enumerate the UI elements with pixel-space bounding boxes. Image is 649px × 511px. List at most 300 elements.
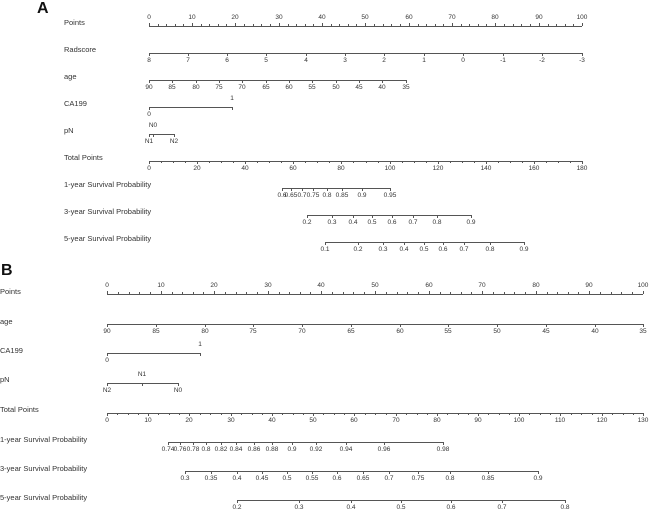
minor-tick — [397, 292, 398, 294]
tick-label: 10 — [144, 417, 152, 424]
tick-label: 20 — [193, 165, 201, 172]
tick-label: 90 — [585, 282, 593, 289]
tick-label: 90 — [535, 14, 543, 21]
row-label-1-year-survival-probability: 1-year Survival Probability — [0, 435, 88, 444]
major-tick — [595, 324, 596, 327]
minor-tick — [118, 292, 119, 294]
major-tick — [254, 442, 255, 445]
major-tick — [227, 53, 228, 56]
minor-tick — [331, 24, 332, 26]
major-tick — [231, 413, 232, 416]
minor-tick — [241, 413, 242, 415]
minor-tick — [221, 161, 222, 163]
axis-line-points — [149, 26, 582, 27]
major-tick — [235, 23, 236, 26]
major-tick — [560, 413, 561, 416]
minor-tick — [499, 413, 500, 415]
major-tick — [196, 80, 197, 83]
tick-label: 50 — [309, 417, 317, 424]
row-label-3-year-survival-probability: 3-year Survival Probability — [0, 464, 88, 473]
major-tick — [148, 413, 149, 416]
row-label-5-year-survival-probability: 5-year Survival Probability — [64, 234, 152, 243]
minor-tick — [611, 292, 612, 294]
major-tick — [192, 23, 193, 26]
major-tick — [382, 80, 383, 83]
row-label-pn: pN — [64, 126, 74, 135]
tick-label: 0.7 — [459, 246, 469, 253]
minor-tick — [468, 413, 469, 415]
tick-label: 40 — [317, 282, 325, 289]
tick-label: 50 — [493, 328, 501, 335]
minor-tick — [364, 292, 365, 294]
major-tick — [490, 242, 491, 245]
row-label-radscore: Radscore — [64, 45, 97, 54]
axis-line-1-year-survival-probability — [168, 442, 443, 443]
major-tick — [643, 324, 644, 327]
axis-line-1-year-survival-probability — [282, 188, 390, 189]
major-tick — [172, 80, 173, 83]
minor-tick — [504, 24, 505, 26]
minor-tick — [632, 292, 633, 294]
major-tick — [219, 80, 220, 83]
major-tick — [358, 242, 359, 245]
minor-tick — [557, 292, 558, 294]
minor-tick — [210, 413, 211, 415]
minor-tick — [293, 413, 294, 415]
minor-tick — [391, 24, 392, 26]
minor-tick — [565, 24, 566, 26]
tick-label: 160 — [528, 165, 540, 172]
tick-label: 65 — [347, 328, 355, 335]
major-tick — [337, 471, 338, 474]
major-tick — [464, 242, 465, 245]
tick-label: 70 — [298, 328, 306, 335]
major-tick — [142, 383, 143, 386]
minor-tick — [486, 24, 487, 26]
tick-label: 100 — [513, 417, 525, 424]
major-tick — [536, 291, 537, 294]
major-tick — [519, 413, 520, 416]
major-tick — [272, 442, 273, 445]
tick-label: 0.7 — [297, 192, 307, 199]
major-tick — [383, 242, 384, 245]
tick-label: 50 — [332, 84, 340, 91]
tick-label: 140 — [480, 165, 492, 172]
major-tick — [253, 324, 254, 327]
tick-label: 0.86 — [247, 446, 261, 453]
tick-label: 100 — [637, 282, 649, 289]
major-tick — [389, 471, 390, 474]
tick-label: 0.92 — [309, 446, 323, 453]
tick-label: 6 — [225, 57, 229, 64]
tick-label: 90 — [474, 417, 482, 424]
tick-label: 0.8 — [560, 504, 570, 511]
minor-tick — [233, 161, 234, 163]
minor-tick — [270, 24, 271, 26]
tick-label: 100 — [384, 165, 396, 172]
major-tick — [384, 53, 385, 56]
major-tick — [478, 413, 479, 416]
minor-tick — [510, 161, 511, 163]
minor-tick — [257, 292, 258, 294]
major-tick — [200, 353, 201, 356]
minor-tick — [334, 413, 335, 415]
minor-tick — [633, 413, 634, 415]
major-tick — [346, 442, 347, 445]
major-tick — [643, 291, 644, 294]
tick-label: N2 — [102, 387, 112, 394]
tick-label: 0.75 — [306, 192, 320, 199]
tick-label: 0.85 — [481, 475, 495, 482]
tick-label: 0 — [147, 14, 151, 21]
minor-tick — [509, 413, 510, 415]
minor-tick — [556, 24, 557, 26]
row-label-ca199: CA199 — [0, 346, 23, 355]
major-tick — [565, 500, 566, 503]
tick-label: 75 — [215, 84, 223, 91]
major-tick — [189, 413, 190, 416]
minor-tick — [269, 161, 270, 163]
major-tick — [237, 500, 238, 503]
row-label-ca199: CA199 — [64, 99, 87, 108]
minor-tick — [344, 413, 345, 415]
major-tick — [463, 53, 464, 56]
major-tick — [289, 80, 290, 83]
tick-label: 0.7 — [384, 475, 394, 482]
major-tick — [107, 413, 108, 416]
major-tick — [424, 53, 425, 56]
minor-tick — [514, 292, 515, 294]
minor-tick — [513, 24, 514, 26]
tick-label: -1 — [500, 57, 506, 64]
minor-tick — [450, 161, 451, 163]
tick-label: 0 — [105, 357, 109, 364]
major-tick — [418, 471, 419, 474]
major-tick — [539, 23, 540, 26]
major-tick — [211, 471, 212, 474]
minor-tick — [600, 292, 601, 294]
tick-label: 70 — [238, 84, 246, 91]
panel-label-a: A — [37, 0, 49, 17]
minor-tick — [375, 413, 376, 415]
major-tick — [279, 23, 280, 26]
minor-tick — [203, 292, 204, 294]
minor-tick — [426, 161, 427, 163]
minor-tick — [558, 161, 559, 163]
tick-label: 0.96 — [377, 446, 391, 453]
major-tick — [272, 413, 273, 416]
minor-tick — [469, 24, 470, 26]
minor-tick — [418, 292, 419, 294]
tick-label: 0.7 — [497, 504, 507, 511]
minor-tick — [317, 161, 318, 163]
minor-tick — [339, 24, 340, 26]
minor-tick — [592, 413, 593, 415]
tick-label: 110 — [554, 417, 566, 424]
tick-label: N1 — [137, 371, 147, 378]
major-tick — [107, 291, 108, 294]
minor-tick — [209, 24, 210, 26]
minor-tick — [530, 24, 531, 26]
major-tick — [351, 324, 352, 327]
major-tick — [205, 324, 206, 327]
major-tick — [236, 442, 237, 445]
tick-label: 0.6 — [438, 246, 448, 253]
minor-tick — [289, 292, 290, 294]
tick-label: 120 — [432, 165, 444, 172]
major-tick — [174, 134, 175, 137]
tick-label: 40 — [318, 14, 326, 21]
tick-label: 2 — [382, 57, 386, 64]
major-tick — [312, 80, 313, 83]
tick-label: 0.9 — [533, 475, 543, 482]
major-tick — [302, 188, 303, 191]
major-tick — [321, 291, 322, 294]
minor-tick — [226, 24, 227, 26]
tick-label: 0.3 — [180, 475, 190, 482]
minor-tick — [529, 413, 530, 415]
minor-tick — [525, 292, 526, 294]
minor-tick — [407, 292, 408, 294]
row-label-age: age — [64, 72, 77, 81]
major-tick — [325, 242, 326, 245]
tick-label: 40 — [241, 165, 249, 172]
tick-label: 80 — [532, 282, 540, 289]
tick-label: 0.5 — [367, 219, 377, 226]
major-tick — [486, 161, 487, 164]
major-tick — [341, 161, 342, 164]
minor-tick — [329, 161, 330, 163]
major-tick — [312, 471, 313, 474]
major-tick — [306, 53, 307, 56]
major-tick — [524, 242, 525, 245]
major-tick — [495, 23, 496, 26]
major-tick — [153, 134, 154, 137]
major-tick — [107, 353, 108, 356]
tick-label: 1 — [230, 95, 234, 102]
minor-tick — [166, 24, 167, 26]
minor-tick — [252, 413, 253, 415]
minor-tick — [218, 24, 219, 26]
tick-label: 5 — [264, 57, 268, 64]
minor-tick — [172, 292, 173, 294]
major-tick — [302, 324, 303, 327]
tick-label: 130 — [637, 417, 649, 424]
tick-label: 1 — [198, 341, 202, 348]
minor-tick — [493, 292, 494, 294]
minor-tick — [175, 24, 176, 26]
axis-line-age — [149, 80, 406, 81]
major-tick — [534, 161, 535, 164]
tick-label: 0.65 — [356, 475, 370, 482]
major-tick — [424, 242, 425, 245]
axis-line-radscore — [149, 53, 582, 54]
major-tick — [266, 53, 267, 56]
major-tick — [452, 23, 453, 26]
minor-tick — [244, 24, 245, 26]
minor-tick — [427, 413, 428, 415]
minor-tick — [374, 24, 375, 26]
major-tick — [242, 80, 243, 83]
major-tick — [546, 324, 547, 327]
tick-label: 0 — [461, 57, 465, 64]
minor-tick — [612, 413, 613, 415]
minor-tick — [386, 413, 387, 415]
minor-tick — [458, 413, 459, 415]
row-label-total-points: Total Points — [64, 153, 103, 162]
minor-tick — [573, 24, 574, 26]
minor-tick — [185, 161, 186, 163]
minor-tick — [478, 24, 479, 26]
major-tick — [180, 442, 181, 445]
tick-label: 85 — [152, 328, 160, 335]
major-tick — [406, 80, 407, 83]
major-tick — [185, 471, 186, 474]
major-tick — [375, 291, 376, 294]
minor-tick — [461, 292, 462, 294]
minor-tick — [462, 161, 463, 163]
major-tick — [602, 413, 603, 416]
minor-tick — [253, 24, 254, 26]
major-tick — [232, 107, 233, 110]
tick-label: 60 — [405, 14, 413, 21]
major-tick — [643, 413, 644, 416]
major-tick — [443, 242, 444, 245]
minor-tick — [443, 24, 444, 26]
minor-tick — [621, 292, 622, 294]
minor-tick — [282, 413, 283, 415]
minor-tick — [161, 161, 162, 163]
major-tick — [149, 161, 150, 164]
major-tick — [197, 161, 198, 164]
row-label-points: Points — [0, 287, 21, 296]
major-tick — [107, 324, 108, 327]
minor-tick — [209, 161, 210, 163]
major-tick — [268, 291, 269, 294]
tick-label: 90 — [145, 84, 153, 91]
axis-line-ca199 — [149, 107, 232, 108]
minor-tick — [474, 161, 475, 163]
minor-tick — [323, 413, 324, 415]
tick-label: 60 — [289, 165, 297, 172]
minor-tick — [343, 292, 344, 294]
minor-tick — [139, 292, 140, 294]
major-tick — [237, 471, 238, 474]
major-tick — [372, 215, 373, 218]
row-label-total-points: Total Points — [0, 405, 39, 414]
major-tick — [193, 442, 194, 445]
tick-label: 0 — [105, 417, 109, 424]
tick-label: 0 — [105, 282, 109, 289]
major-tick — [332, 215, 333, 218]
tick-label: 0.6 — [446, 504, 456, 511]
minor-tick — [402, 161, 403, 163]
major-tick — [542, 53, 543, 56]
minor-tick — [522, 161, 523, 163]
tick-label: 0.9 — [357, 192, 367, 199]
tick-label: 0.98 — [436, 446, 450, 453]
minor-tick — [300, 292, 301, 294]
tick-label: 120 — [596, 417, 608, 424]
major-tick — [497, 324, 498, 327]
major-tick — [359, 80, 360, 83]
major-tick — [149, 134, 150, 137]
tick-label: 30 — [227, 417, 235, 424]
minor-tick — [279, 292, 280, 294]
minor-tick — [169, 413, 170, 415]
minor-tick — [261, 24, 262, 26]
tick-label: 0.9 — [466, 219, 476, 226]
major-tick — [149, 80, 150, 83]
major-tick — [400, 324, 401, 327]
minor-tick — [366, 161, 367, 163]
tick-label: 3 — [343, 57, 347, 64]
major-tick — [307, 215, 308, 218]
major-tick — [538, 471, 539, 474]
major-tick — [582, 161, 583, 164]
tick-label: 80 — [337, 165, 345, 172]
minor-tick — [200, 413, 201, 415]
major-tick — [149, 53, 150, 56]
tick-label: 0.45 — [255, 475, 269, 482]
minor-tick — [129, 292, 130, 294]
minor-tick — [383, 24, 384, 26]
major-tick — [313, 188, 314, 191]
tick-label: 40 — [378, 84, 386, 91]
major-tick — [353, 215, 354, 218]
major-tick — [401, 500, 402, 503]
tick-label: 70 — [448, 14, 456, 21]
minor-tick — [548, 24, 549, 26]
tick-label: 0.6 — [387, 219, 397, 226]
row-label-age: age — [0, 317, 13, 326]
tick-label: 0.75 — [411, 475, 425, 482]
minor-tick — [313, 24, 314, 26]
major-tick — [390, 161, 391, 164]
major-tick — [287, 471, 288, 474]
tick-label: 0.1 — [320, 246, 330, 253]
minor-tick — [447, 413, 448, 415]
tick-label: 60 — [396, 328, 404, 335]
major-tick — [437, 413, 438, 416]
tick-label: 0.82 — [214, 446, 228, 453]
major-tick — [384, 442, 385, 445]
major-tick — [488, 471, 489, 474]
major-tick — [149, 23, 150, 26]
major-tick — [168, 442, 169, 445]
tick-label: 0.55 — [305, 475, 319, 482]
tick-label: 0.8 — [432, 219, 442, 226]
tick-label: 0.3 — [294, 504, 304, 511]
panel-label-b: B — [1, 262, 13, 279]
minor-tick — [406, 413, 407, 415]
minor-tick — [332, 292, 333, 294]
minor-tick — [150, 292, 151, 294]
minor-tick — [571, 413, 572, 415]
minor-tick — [221, 413, 222, 415]
tick-label: 0.4 — [232, 475, 242, 482]
tick-label: 0.85 — [335, 192, 349, 199]
minor-tick — [182, 292, 183, 294]
axis-line-points — [107, 294, 643, 295]
major-tick — [582, 23, 583, 26]
minor-tick — [179, 413, 180, 415]
tick-label: 0.35 — [204, 475, 218, 482]
tick-label: 0.8 — [485, 246, 495, 253]
major-tick — [363, 471, 364, 474]
minor-tick — [305, 161, 306, 163]
major-tick — [448, 324, 449, 327]
